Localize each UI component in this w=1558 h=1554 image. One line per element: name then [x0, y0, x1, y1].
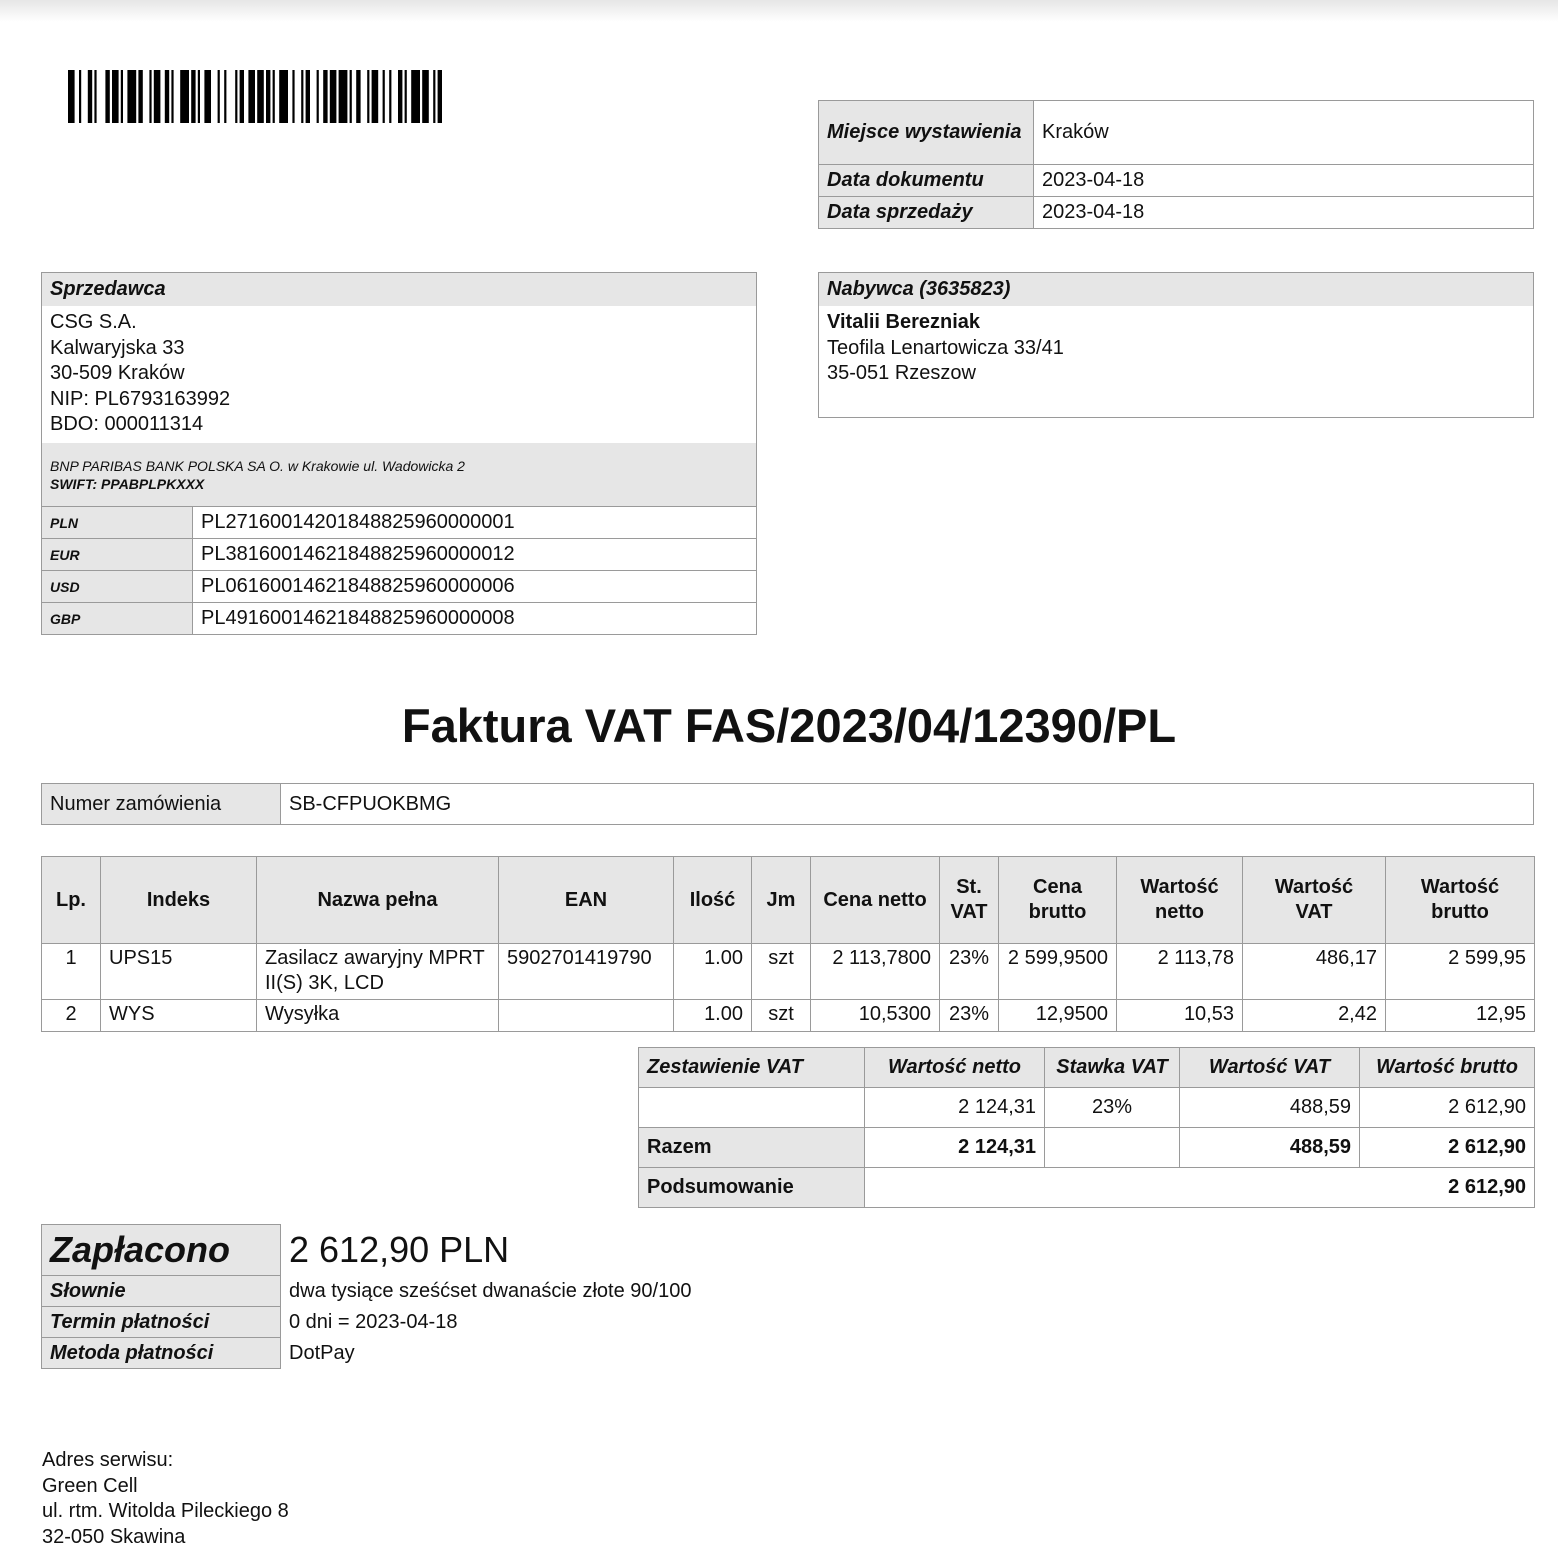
sale-date-label: Data sprzedaży	[819, 197, 1034, 229]
item-gross-price: 12,9500	[999, 1000, 1117, 1032]
buyer-heading: Nabywca (3635823)	[819, 273, 1533, 306]
vat-header-net: Wartość netto	[865, 1048, 1045, 1088]
item-lp: 1	[42, 944, 101, 1000]
vat-total-net: 2 124,31	[865, 1128, 1045, 1168]
place-label: Miejsce wystawienia	[819, 101, 1034, 165]
item-net-value: 2 113,78	[1117, 944, 1243, 1000]
vat-total-gross: 2 612,90	[1360, 1128, 1535, 1168]
barcode-bar	[306, 70, 310, 123]
barcode-bar	[68, 70, 75, 123]
top-shade	[0, 0, 1558, 22]
barcode-bar	[235, 70, 237, 123]
vat-summary-row	[639, 1168, 1535, 1208]
header-gross-price-line1: Cena	[1033, 876, 1082, 898]
header-index: Indeks	[101, 857, 257, 944]
table-row	[42, 944, 1535, 1000]
seller-nip: NIP: PL6793163992	[50, 387, 231, 410]
barcode-bar	[367, 70, 369, 123]
barcode-bar	[171, 70, 173, 123]
barcode-bar	[112, 70, 119, 123]
service-city: 32-050 Skawina	[42, 1525, 186, 1548]
barcode-bar	[317, 70, 319, 123]
header-net-value-line1: Wartość	[1140, 876, 1219, 898]
order-number-value: SB-CFPUOKBMG	[281, 784, 1534, 825]
header-gross-price-line2: brutto	[1028, 901, 1087, 923]
paid-value: 2 612,90 PLN	[289, 1229, 510, 1270]
header-net-value	[1117, 857, 1243, 944]
account-currency: GBP	[42, 603, 193, 635]
account-row	[42, 603, 757, 635]
barcode-bar	[127, 70, 136, 123]
header-gross-price	[999, 857, 1117, 944]
item-gross-value: 12,95	[1386, 1000, 1535, 1032]
paid-label: Zapłacono	[42, 1225, 281, 1276]
items-table	[41, 856, 1535, 1032]
seller-street: Kalwaryjska 33	[50, 336, 185, 359]
barcode-bar	[422, 70, 429, 123]
header-unit: Jm	[752, 857, 811, 944]
barcode-bar	[266, 70, 270, 123]
item-vat-rate: 23%	[940, 944, 999, 1000]
header-lp: Lp.	[42, 857, 101, 944]
item-lp: 2	[42, 1000, 101, 1032]
barcode-bar	[372, 70, 379, 123]
bank-name: BNP PARIBAS BANK POLSKA SA O. w Krakowie ul. Wadowicka 2	[50, 458, 465, 474]
vat-row-vat: 488,59	[1180, 1088, 1360, 1128]
method-label: Metoda płatności	[42, 1338, 281, 1369]
barcode-bar	[165, 70, 169, 123]
header-net-price: Cena netto	[811, 857, 940, 944]
barcode-bar	[292, 70, 294, 123]
service-address	[42, 1448, 289, 1550]
buyer-street: Teofila Lenartowicza 33/41	[827, 336, 1064, 359]
barcode-bar	[138, 70, 142, 123]
vat-summary-table	[638, 1047, 1535, 1208]
service-street: ul. rtm. Witolda Pileckiego 8	[42, 1500, 289, 1522]
account-iban: PL38160014621848825960000012	[193, 539, 757, 571]
order-number-table	[41, 783, 1534, 825]
item-ean: 5902701419790	[499, 944, 674, 1000]
account-iban: PL27160014201848825960000001	[193, 507, 757, 539]
barcode-bar	[339, 70, 348, 123]
item-name: Wysyłka	[257, 1000, 499, 1032]
vat-header-rate: Stawka VAT	[1045, 1048, 1180, 1088]
buyer-details	[819, 306, 1533, 391]
barcode-bar	[433, 70, 435, 123]
vat-row-empty	[639, 1088, 865, 1128]
barcode-bar	[301, 70, 303, 123]
place-value: Kraków	[1034, 101, 1534, 165]
doc-date-value: 2023-04-18	[1034, 165, 1534, 197]
header-gross-value	[1386, 857, 1535, 944]
buyer-name: Vitalii Berezniak	[827, 311, 981, 333]
barcode-bar	[389, 70, 391, 123]
account-iban: PL06160014621848825960000006	[193, 571, 757, 603]
header-name: Nazwa pełna	[257, 857, 499, 944]
seller-bdo: BDO: 000011314	[50, 413, 204, 435]
vat-header-row	[639, 1048, 1535, 1088]
summary-label: Podsumowanie	[639, 1168, 865, 1208]
bank-info	[41, 443, 757, 507]
barcode-bar	[405, 70, 407, 123]
order-number-label: Numer zamówienia	[42, 784, 281, 825]
header-vat-value-line2: VAT	[1295, 901, 1333, 923]
account-row	[42, 571, 757, 603]
barcode-bar	[248, 70, 255, 123]
barcode-bar	[330, 70, 337, 123]
barcode-bar	[180, 70, 189, 123]
vat-total-label: Razem	[639, 1128, 865, 1168]
buyer-box	[818, 272, 1534, 418]
header-vat-value	[1243, 857, 1386, 944]
header-vat-value-line1: Wartość	[1274, 876, 1354, 898]
item-qty: 1.00	[674, 944, 752, 1000]
seller-box	[41, 272, 757, 444]
barcode-bar	[154, 70, 161, 123]
bank-swift: SWIFT: PPABPLPKXXX	[50, 476, 205, 492]
account-currency: EUR	[42, 539, 193, 571]
barcode-bar	[191, 70, 195, 123]
seller-name: CSG S.A.	[50, 311, 137, 333]
item-qty: 1.00	[674, 1000, 752, 1032]
item-unit: szt	[752, 1000, 811, 1032]
header-vat-rate-line2: VAT	[950, 901, 988, 923]
term-value: 0 dni = 2023-04-18	[289, 1310, 458, 1333]
vat-row-rate: 23%	[1045, 1088, 1180, 1128]
barcode-image	[68, 70, 746, 123]
barcode-bar	[79, 70, 81, 123]
header-gross-value-line1: Wartość	[1420, 876, 1500, 898]
vat-header-gross: Wartość brutto	[1360, 1048, 1535, 1088]
header-ean: EAN	[499, 857, 674, 944]
barcode-bar	[356, 70, 360, 123]
item-name: Zasilacz awaryjny MPRT II(S) 3K, LCD	[257, 944, 499, 1000]
barcode-bar	[218, 70, 220, 123]
item-net-value: 10,53	[1117, 1000, 1243, 1032]
seller-city: 30-509 Kraków	[50, 362, 185, 384]
barcode-bar	[350, 70, 352, 123]
summary-gross: 2 612,90	[865, 1168, 1535, 1208]
invoice-title: Faktura VAT FAS/2023/04/12390/PL	[401, 699, 1177, 752]
account-iban: PL49160014621848825960000008	[193, 603, 757, 635]
barcode-bar	[240, 70, 244, 123]
sale-date-value: 2023-04-18	[1034, 197, 1534, 229]
item-unit: szt	[752, 944, 811, 1000]
vat-total-vat: 488,59	[1180, 1128, 1360, 1168]
payment-table	[41, 1224, 801, 1369]
seller-details	[42, 306, 756, 442]
term-label: Termin płatności	[42, 1307, 281, 1338]
buyer-city: 35-051 Rzeszow	[827, 362, 976, 384]
barcode-bar	[198, 70, 200, 123]
barcode-bar	[257, 70, 264, 123]
barcode-bar	[121, 70, 123, 123]
barcode-bar	[105, 70, 109, 123]
item-ean	[499, 1000, 674, 1032]
vat-header-vat: Wartość VAT	[1180, 1048, 1360, 1088]
barcode-bar	[398, 70, 402, 123]
vat-total-rate-empty	[1045, 1128, 1180, 1168]
header-net-value-line2: netto	[1155, 901, 1204, 923]
item-index: UPS15	[101, 944, 257, 1000]
barcode-bar	[438, 70, 442, 123]
barcode-bar	[149, 70, 151, 123]
item-gross-value: 2 599,95	[1386, 944, 1535, 1000]
header-vat-rate-line1: St.	[956, 876, 982, 898]
barcode-bar	[383, 70, 385, 123]
seller-heading: Sprzedawca	[42, 273, 756, 306]
barcode-bar	[204, 70, 211, 123]
doc-date-label: Data dokumentu	[819, 165, 1034, 197]
header-vat-rate	[940, 857, 999, 944]
words-value: dwa tysiące sześćset dwanaście złote 90/100	[289, 1279, 692, 1302]
barcode-bar	[88, 70, 92, 123]
item-gross-price: 2 599,9500	[999, 944, 1117, 1000]
item-vat-value: 2,42	[1243, 1000, 1386, 1032]
account-currency: USD	[42, 571, 193, 603]
method-value: DotPay	[289, 1341, 355, 1364]
item-vat-value: 486,17	[1243, 944, 1386, 1000]
words-label: Słownie	[42, 1276, 281, 1307]
item-index: WYS	[101, 1000, 257, 1032]
barcode-bar	[279, 70, 288, 123]
barcode-bar	[411, 70, 420, 123]
barcode-bar	[224, 70, 226, 123]
barcode-bar	[323, 70, 327, 123]
item-net-price: 10,5300	[811, 1000, 940, 1032]
barcode-bar	[94, 70, 96, 123]
item-net-price: 2 113,7800	[811, 944, 940, 1000]
header-gross-value-line2: brutto	[1431, 901, 1489, 923]
vat-rate-row	[639, 1088, 1535, 1128]
account-row	[42, 539, 757, 571]
account-currency: PLN	[42, 507, 193, 539]
service-name: Green Cell	[42, 1474, 138, 1497]
account-row	[42, 507, 757, 539]
bank-accounts-table	[41, 506, 757, 635]
table-row	[42, 1000, 1535, 1032]
items-header-row	[42, 857, 1535, 944]
barcode-bar	[273, 70, 275, 123]
vat-row-gross: 2 612,90	[1360, 1088, 1535, 1128]
service-heading: Adres serwisu:	[42, 1449, 174, 1471]
vat-total-row	[639, 1128, 1535, 1168]
vat-row-net: 2 124,31	[865, 1088, 1045, 1128]
vat-header-title: Zestawienie VAT	[639, 1048, 865, 1088]
header-qty: Ilość	[674, 857, 752, 944]
document-meta-table	[818, 100, 1534, 229]
item-vat-rate: 23%	[940, 1000, 999, 1032]
